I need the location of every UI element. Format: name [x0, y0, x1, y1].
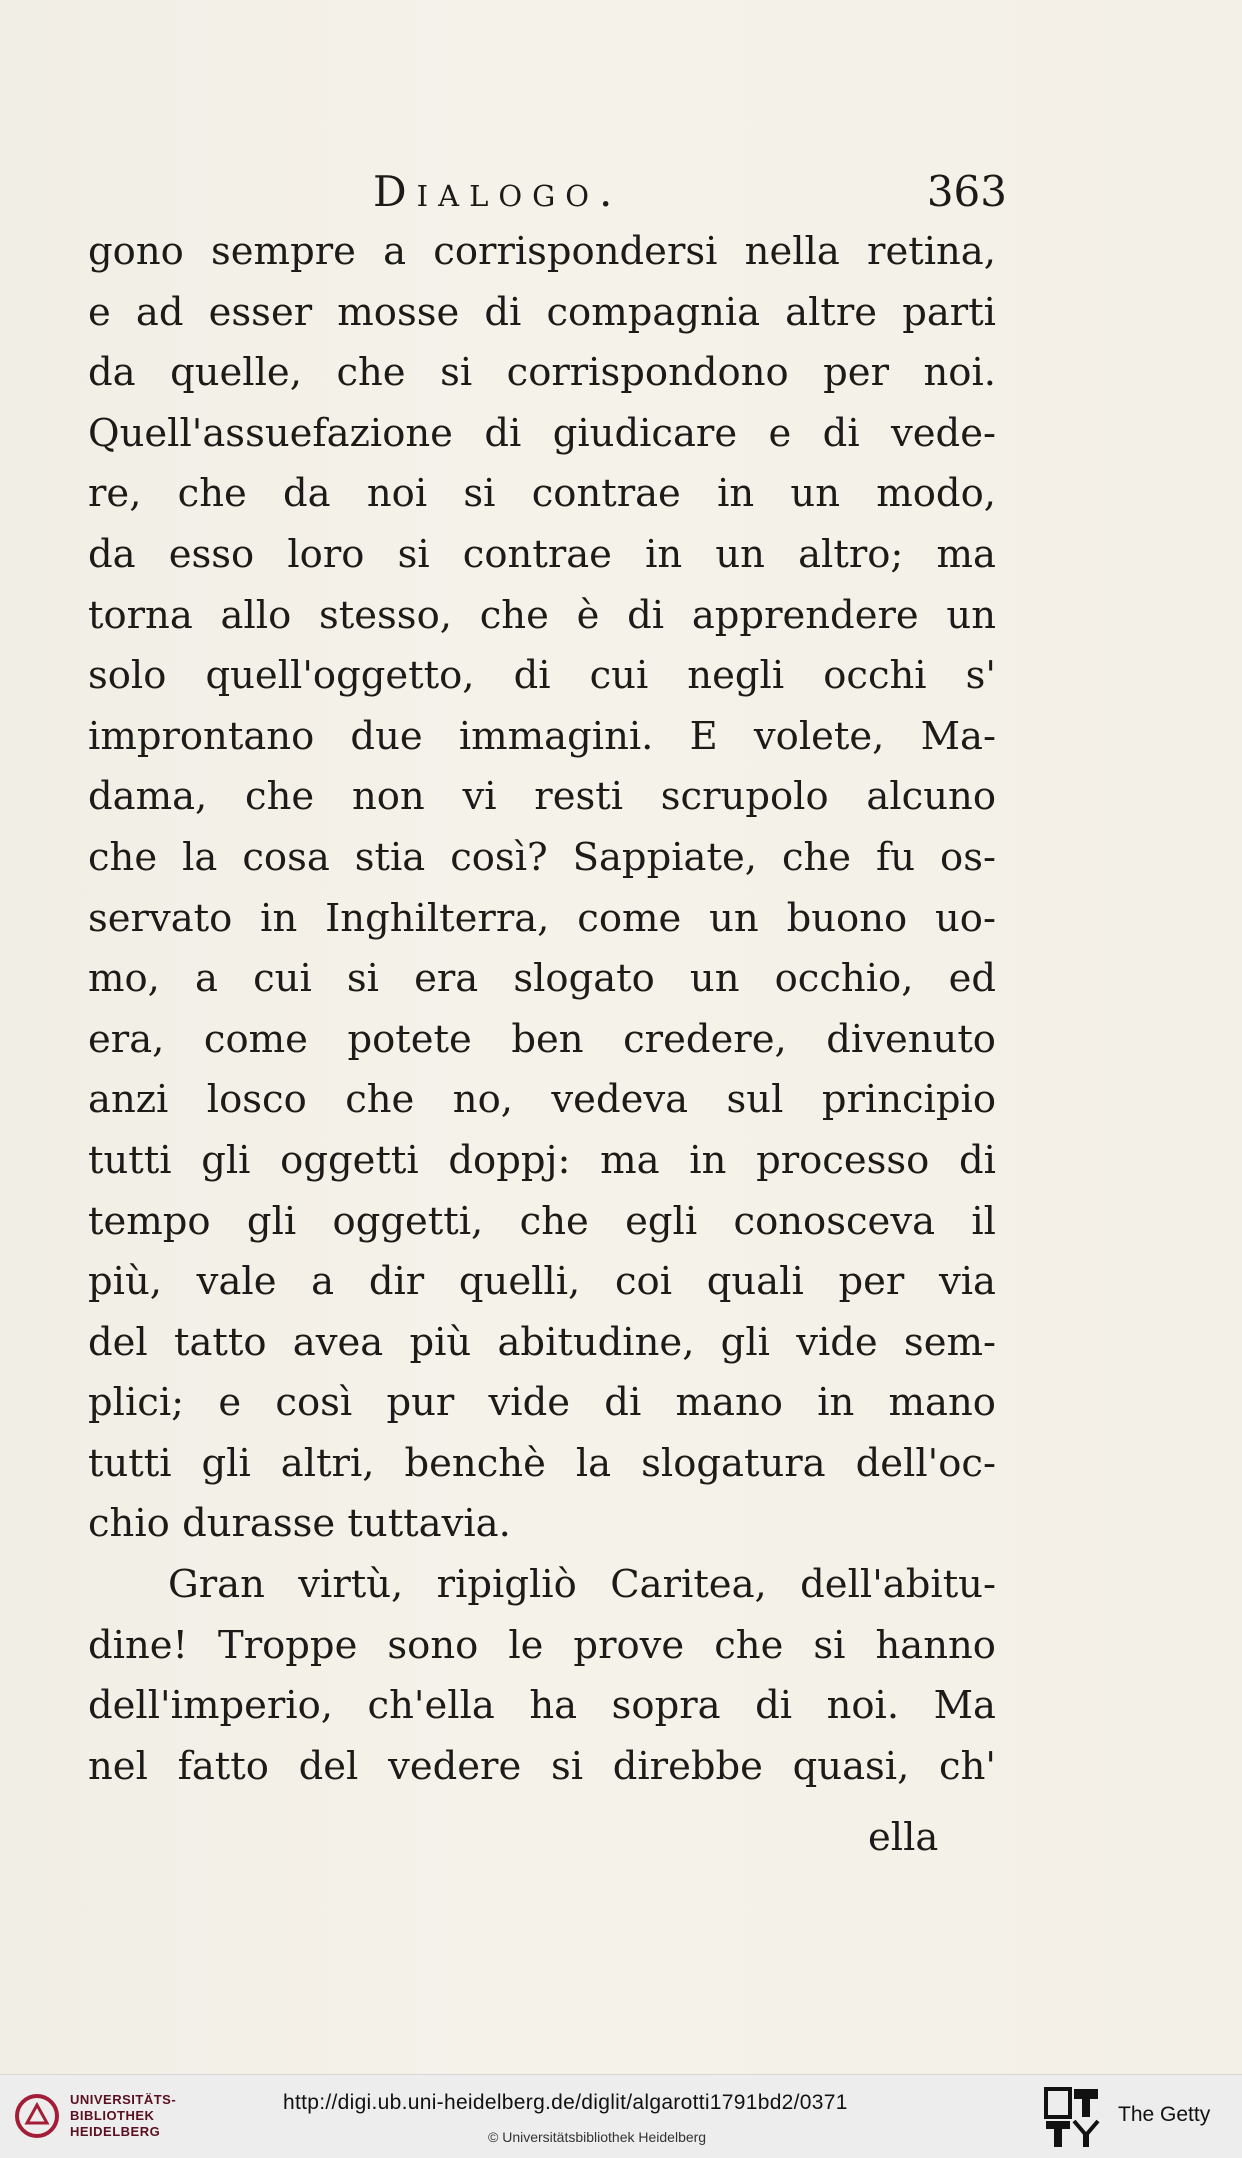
text-line: chio durasse tuttavia.	[88, 1501, 511, 1547]
running-title: Dialogo.	[373, 167, 623, 216]
body-text	[88, 222, 996, 1797]
text-line: plici; e così pur vide di mano in mano	[88, 1380, 996, 1426]
text-line: solo quell'oggetto, di cui negli occhi s'	[88, 653, 996, 699]
text-line: da esso loro si contrae in un altro; ma	[88, 531, 996, 577]
library-name	[70, 2092, 176, 2140]
text-line: dama, che non vi resti scrupolo alcuno	[88, 774, 996, 820]
text-line: improntano due immagini. E volete, Ma-	[88, 713, 996, 759]
text-line: dell'imperio, ch'ella ha sopra di noi. Ma	[88, 1683, 996, 1729]
text-line: re, che da noi si contrae in un modo,	[88, 471, 996, 517]
library-name-line: HEIDELBERG	[70, 2124, 161, 2139]
text-line: dine! Troppe sono le prove che si hanno	[88, 1622, 996, 1668]
text-line: gono sempre a corrispondersi nella retina,	[88, 229, 996, 274]
copyright-notice: © Universitätsbibliothek Heidelberg	[488, 2129, 707, 2145]
library-name-line: BIBLIOTHEK	[70, 2108, 155, 2123]
text-line: che la cosa stia così? Sappiate, che fu os-	[88, 834, 996, 880]
text-line: nel fatto del vedere si direbbe quasi, ch'	[88, 1743, 996, 1789]
page-number: 363	[926, 167, 1007, 216]
library-name-line: UNIVERSITÄTS-	[70, 2092, 177, 2107]
text-line: e ad esser mosse di compagnia altre parti	[88, 289, 996, 335]
text-line: più, vale a dir quelli, coi quali per via	[88, 1259, 996, 1305]
text-line: mo, a cui si era slogato un occhio, ed	[88, 956, 996, 1002]
text-line: servato in Inghilterra, come un buono uo-	[88, 895, 996, 941]
partner-name: The Getty	[1118, 2103, 1211, 2126]
text-line: Quell'assuefazione di giudicare e di vede-	[88, 410, 996, 456]
footer-bar	[0, 2074, 1242, 2158]
text-line: da quelle, che si corrispondono per noi.	[88, 350, 996, 396]
text-line: torna allo stesso, che è di apprendere un	[88, 592, 996, 638]
text-line: tempo gli oggetti, che egli conosceva il	[88, 1198, 996, 1244]
text-line: anzi losco che no, vedeva sul principio	[88, 1077, 996, 1123]
text-line: tutti gli altri, benchè la slogatura dell'oc-	[88, 1440, 996, 1486]
getty-logo-icon	[1044, 2087, 1100, 2149]
catchword: ella	[868, 1815, 939, 1860]
permalink-url[interactable]: http://digi.ub.uni-heidelberg.de/diglit/algarotti1791bd2/0371	[283, 2091, 848, 2114]
page-header	[88, 162, 1007, 222]
text-line: del tatto avea più abitudine, gli vide sem-	[88, 1319, 996, 1365]
text-line: era, come potete ben credere, divenuto	[88, 1016, 996, 1062]
university-library-logo-icon	[14, 2093, 60, 2139]
text-line: tutti gli oggetti doppj: ma in processo di	[88, 1137, 996, 1183]
text-line: Gran virtù, ripigliò Caritea, dell'abitu-	[168, 1562, 996, 1608]
